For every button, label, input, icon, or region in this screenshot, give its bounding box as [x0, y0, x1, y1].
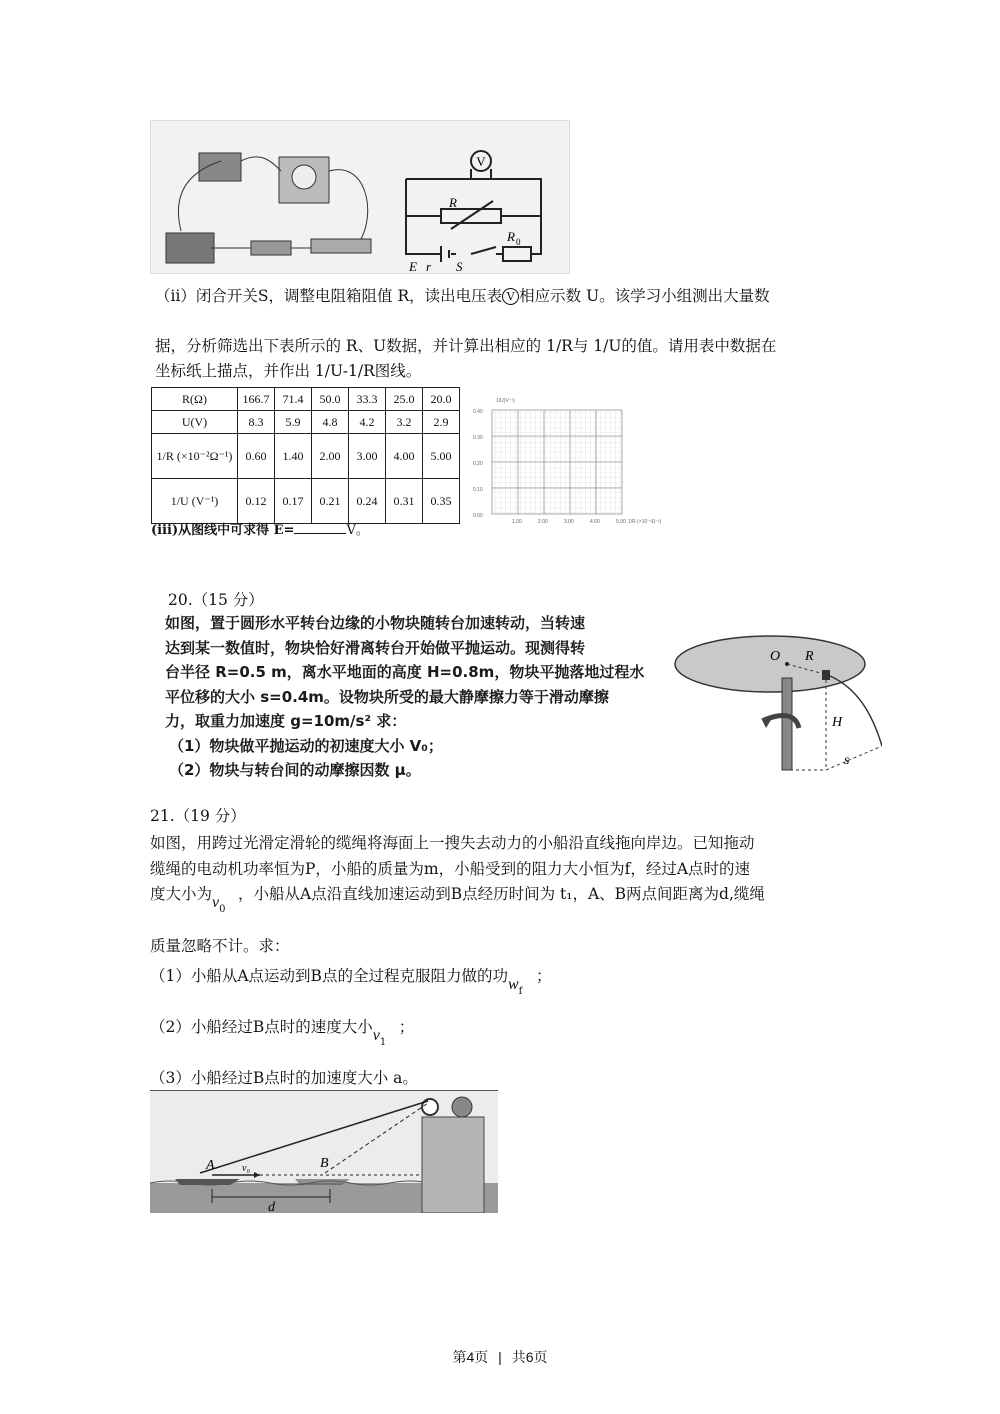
- table-cell: 5.9: [275, 411, 312, 434]
- table-row: [152, 479, 460, 524]
- part-ii-line1: [155, 286, 770, 306]
- q21-line3: [150, 884, 765, 915]
- q21-line2: 缆绳的电动机功率恒为P，小船的质量为m，小船受到的阻力大小恒为f，经过A点时的速: [150, 860, 751, 878]
- q21-sub2: [150, 1017, 415, 1048]
- x-tick: 1.00: [512, 519, 522, 525]
- page-footer: [0, 1347, 1000, 1367]
- x-tick: 5.00: [616, 519, 626, 525]
- part-ii-line1-tail: 相应示数 U。该学习小组测出大量数: [519, 287, 770, 305]
- table-cell: 2.9: [423, 411, 460, 434]
- turntable-svg: [672, 628, 882, 778]
- table-cell: 33.3: [349, 388, 386, 411]
- table-cell: 3.2: [386, 411, 423, 434]
- page-number: 第4页: [452, 1349, 489, 1365]
- q21-line3-b: ，小船从A点沿直线加速运动到B点经历时间为 t₁，A、B两点间距离为d,缆绳: [238, 885, 765, 903]
- q21-sub2-end: ；: [398, 1018, 415, 1036]
- table-cell: 8.3: [238, 411, 275, 434]
- y-tick: 0.40: [473, 409, 483, 415]
- q20-line: 台半径 R=0.5 m，离水平地面的高度 H=0.8m，物块平抛落地过程水: [165, 663, 645, 681]
- table-row: [152, 388, 460, 411]
- table-row: [152, 434, 460, 479]
- table-cell: 20.0: [423, 388, 460, 411]
- voltmeter-label: V: [476, 154, 486, 169]
- wf-sub: f: [518, 986, 523, 997]
- part-ii-line2: 据，分析筛选出下表所示的 R、U数据，并计算出相应的 1/R与 1/U的值。请用表中数据在: [155, 337, 777, 355]
- table-cell: 50.0: [312, 388, 349, 411]
- page-total: 共6页: [511, 1349, 548, 1365]
- q21-sub1: [150, 966, 552, 997]
- part-ii-line3: 坐标纸上描点，并作出 1/U-1/R图线。: [155, 362, 422, 380]
- q21-sub3: （3）小船经过B点时的加速度大小 a。: [150, 1069, 418, 1087]
- data-table: [151, 387, 460, 524]
- x-tick: 3.00: [564, 519, 574, 525]
- q20-heading: 20.（15 分）: [168, 591, 264, 609]
- y-tick: 0.00: [473, 513, 483, 519]
- wf-symbol: [508, 974, 536, 997]
- q21-sub2-text: （2）小船经过B点时的速度大小: [150, 1018, 373, 1036]
- q20-line: 如图，置于圆形水平转台边缘的小物块随转台加速转动，当转速: [165, 614, 586, 632]
- v0-sub: 0: [219, 904, 226, 915]
- table-cell: 5.00: [423, 434, 460, 479]
- table-cell: 4.00: [386, 434, 423, 479]
- s-label: S: [456, 259, 463, 273]
- table-cell: 4.8: [312, 411, 349, 434]
- label-r: R: [805, 649, 814, 664]
- e-label: E: [409, 259, 417, 273]
- r0-label: R: [507, 229, 515, 244]
- y-tick: 0.10: [473, 487, 483, 493]
- q20-sub2: （2）物块与转台间的动摩擦因数 μ。: [169, 761, 421, 779]
- part-iii: [151, 519, 369, 538]
- q20-body: [165, 611, 644, 783]
- q21-line4: 质量忽略不计。求：: [150, 937, 290, 955]
- x-tick: 2.00: [538, 519, 548, 525]
- wf-letter: w: [507, 976, 519, 993]
- v1-sub: 1: [379, 1037, 387, 1048]
- label-v0: v₀: [242, 1163, 250, 1174]
- graph-y-title: 1/U(V⁻¹): [496, 398, 515, 404]
- table-cell: 0.31: [386, 479, 423, 524]
- r0-sub: 0: [516, 237, 521, 247]
- table-row: [152, 411, 460, 434]
- row-header: 1/U (V⁻¹): [152, 479, 238, 524]
- boat-figure: [150, 1090, 498, 1213]
- table-cell: 25.0: [386, 388, 423, 411]
- circuit-figure: [150, 120, 570, 274]
- switch-sketch: [251, 241, 291, 255]
- v0-symbol: [212, 892, 238, 915]
- battery-sketch: [166, 233, 214, 263]
- boat-svg: [150, 1091, 498, 1213]
- v0-letter: v: [212, 894, 220, 911]
- small-r-label: r: [426, 259, 432, 273]
- label-b: B: [320, 1156, 329, 1171]
- table-cell: 0.12: [238, 479, 275, 524]
- table-cell: 71.4: [275, 388, 312, 411]
- circuit-svg: [151, 121, 569, 273]
- row-header: U(V): [152, 411, 238, 434]
- v1-letter: v: [372, 1027, 380, 1044]
- q21-heading: 21.（19 分）: [150, 807, 246, 825]
- y-tick: 0.30: [473, 435, 483, 441]
- table-cell: 0.24: [349, 479, 386, 524]
- y-tick: 0.20: [473, 461, 483, 467]
- table-cell: 2.00: [312, 434, 349, 479]
- label-a: A: [206, 1158, 215, 1173]
- x-tick: 4.00: [590, 519, 600, 525]
- q21-line1: 如图，用跨过光滑定滑轮的缆绳将海面上一搜失去动力的小船沿直线拖向岸边。已知拖动: [150, 834, 755, 852]
- r-label: R: [449, 195, 457, 210]
- part-iii-unit: V。: [346, 523, 369, 538]
- resistor-sketch: [311, 239, 371, 253]
- label-h: H: [832, 715, 843, 730]
- data-table-wrap: [151, 387, 463, 524]
- table-cell: 4.2: [349, 411, 386, 434]
- table-cell: 0.21: [312, 479, 349, 524]
- row-header: R(Ω): [152, 388, 238, 411]
- label-o: O: [770, 649, 781, 664]
- q21-sub1-text: （1）小船从A点运动到B点的全过程克服阻力做的功: [150, 967, 508, 985]
- row-header: 1/R (×10⁻²Ω⁻¹): [152, 434, 238, 479]
- table-cell: 3.00: [349, 434, 386, 479]
- turntable-figure: [672, 628, 882, 778]
- resistance-box-sketch: [199, 153, 241, 181]
- q20-line: 达到某一数值时，物块恰好滑离转台开始做平抛运动。现测得转: [165, 638, 586, 657]
- graph-paper: [470, 392, 670, 530]
- label-s: s: [844, 753, 850, 768]
- q21-line3-a: 度大小为: [150, 885, 213, 903]
- q20-line: 平位移的大小 s=0.4m。设物块所受的最大静摩擦力等于滑动摩擦: [165, 687, 609, 706]
- answer-blank: [294, 533, 346, 534]
- table-cell: 0.17: [275, 479, 312, 524]
- label-d: d: [268, 1200, 275, 1213]
- v1-symbol: [373, 1025, 399, 1048]
- graph-svg: [470, 392, 670, 530]
- q20-line: 力，取重力加速度 g=10m/s² 求：: [165, 712, 407, 730]
- table-cell: 1.40: [275, 434, 312, 479]
- graph-x-title: 1/R (×10⁻²Ω⁻¹): [628, 519, 662, 525]
- table-cell: 166.7: [238, 388, 275, 411]
- table-cell: 0.60: [238, 434, 275, 479]
- voltmeter-icon: V: [502, 288, 519, 305]
- part-ii-line1-text: （ⅱ）闭合开关S，调整电阻箱阻值 R，读出电压表: [155, 287, 503, 305]
- footer-separator: |: [498, 1349, 502, 1365]
- q20-sub1: （1）物块做平抛运动的初速度大小 V₀；: [169, 736, 443, 755]
- q21-sub1-end: ；: [535, 967, 552, 985]
- part-iii-prefix: (ⅲ)从图线中可求得 E=: [151, 523, 295, 538]
- table-cell: 0.35: [423, 479, 460, 524]
